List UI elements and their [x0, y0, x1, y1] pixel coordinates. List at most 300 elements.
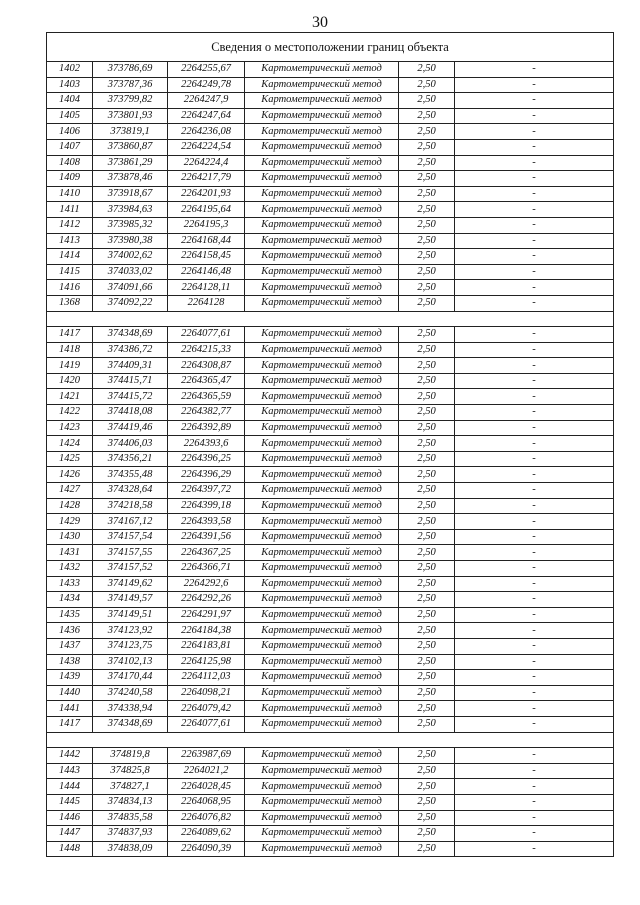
description-cell: -: [455, 748, 614, 764]
table-row: [47, 716, 614, 732]
y-coordinate-cell: 2264215,33: [168, 342, 245, 358]
method-cell: Картометрический метод: [245, 654, 399, 670]
x-coordinate-cell: 373984,63: [93, 202, 168, 218]
description-cell: -: [455, 373, 614, 389]
description-cell: -: [455, 217, 614, 233]
method-cell: Картометрический метод: [245, 249, 399, 265]
table-row: [47, 779, 614, 795]
y-coordinate-cell: 2264098,21: [168, 685, 245, 701]
x-coordinate-cell: 374091,66: [93, 280, 168, 296]
method-cell: Картометрический метод: [245, 233, 399, 249]
x-coordinate-cell: 374149,62: [93, 576, 168, 592]
accuracy-cell: 2,50: [399, 779, 455, 795]
x-coordinate-cell: 374157,54: [93, 529, 168, 545]
x-coordinate-cell: 374827,1: [93, 779, 168, 795]
y-coordinate-cell: 2264365,47: [168, 373, 245, 389]
x-coordinate-cell: 374123,75: [93, 638, 168, 654]
table-row: [47, 93, 614, 109]
point-number-cell: 1431: [47, 545, 93, 561]
method-cell: Картометрический метод: [245, 108, 399, 124]
point-number-cell: 1448: [47, 841, 93, 857]
x-coordinate-cell: 374406,03: [93, 436, 168, 452]
y-coordinate-cell: 2264090,39: [168, 841, 245, 857]
method-cell: Картометрический метод: [245, 670, 399, 686]
separator-cell: [47, 311, 614, 327]
method-cell: Картометрический метод: [245, 295, 399, 311]
y-coordinate-cell: 2264396,29: [168, 467, 245, 483]
x-coordinate-cell: 373878,46: [93, 171, 168, 187]
accuracy-cell: 2,50: [399, 654, 455, 670]
point-number-cell: 1409: [47, 171, 93, 187]
x-coordinate-cell: 374002,62: [93, 249, 168, 265]
x-coordinate-cell: 374386,72: [93, 342, 168, 358]
y-coordinate-cell: 2264391,56: [168, 529, 245, 545]
table-title-row: [47, 33, 614, 62]
accuracy-cell: 2,50: [399, 451, 455, 467]
description-cell: -: [455, 62, 614, 78]
table-row: [47, 295, 614, 311]
description-cell: -: [455, 327, 614, 343]
description-cell: -: [455, 592, 614, 608]
y-coordinate-cell: 2264077,61: [168, 716, 245, 732]
table-row: [47, 186, 614, 202]
accuracy-cell: 2,50: [399, 701, 455, 717]
description-cell: -: [455, 249, 614, 265]
description-cell: -: [455, 139, 614, 155]
table-row: [47, 467, 614, 483]
description-cell: -: [455, 498, 614, 514]
x-coordinate-cell: 374415,72: [93, 389, 168, 405]
table-row: [47, 202, 614, 218]
table-row: [47, 498, 614, 514]
point-number-cell: 1407: [47, 139, 93, 155]
y-coordinate-cell: 2264168,44: [168, 233, 245, 249]
description-cell: -: [455, 358, 614, 374]
accuracy-cell: 2,50: [399, 264, 455, 280]
y-coordinate-cell: 2264292,6: [168, 576, 245, 592]
boundary-coordinates-table: [46, 32, 614, 857]
x-coordinate-cell: 374092,22: [93, 295, 168, 311]
separator-cell: [47, 732, 614, 748]
accuracy-cell: 2,50: [399, 108, 455, 124]
description-cell: -: [455, 561, 614, 577]
accuracy-cell: 2,50: [399, 607, 455, 623]
method-cell: Картометрический метод: [245, 841, 399, 857]
y-coordinate-cell: 2264255,67: [168, 62, 245, 78]
method-cell: Картометрический метод: [245, 561, 399, 577]
method-cell: Картометрический метод: [245, 826, 399, 842]
y-coordinate-cell: 2264068,95: [168, 794, 245, 810]
accuracy-cell: 2,50: [399, 685, 455, 701]
table-row: [47, 280, 614, 296]
x-coordinate-cell: 374157,55: [93, 545, 168, 561]
point-number-cell: 1429: [47, 514, 93, 530]
description-cell: -: [455, 576, 614, 592]
y-coordinate-cell: 2264158,45: [168, 249, 245, 265]
y-coordinate-cell: 2264201,93: [168, 186, 245, 202]
point-number-cell: 1368: [47, 295, 93, 311]
method-cell: Картометрический метод: [245, 202, 399, 218]
accuracy-cell: 2,50: [399, 670, 455, 686]
table-row: [47, 826, 614, 842]
x-coordinate-cell: 373861,29: [93, 155, 168, 171]
accuracy-cell: 2,50: [399, 124, 455, 140]
table-row: [47, 810, 614, 826]
accuracy-cell: 2,50: [399, 623, 455, 639]
y-coordinate-cell: 2264183,81: [168, 638, 245, 654]
description-cell: -: [455, 280, 614, 296]
point-number-cell: 1416: [47, 280, 93, 296]
table-row: [47, 561, 614, 577]
y-coordinate-cell: 2263987,69: [168, 748, 245, 764]
point-number-cell: 1408: [47, 155, 93, 171]
description-cell: -: [455, 295, 614, 311]
table-row: [47, 62, 614, 78]
y-coordinate-cell: 2264366,71: [168, 561, 245, 577]
point-number-cell: 1424: [47, 436, 93, 452]
point-number-cell: 1414: [47, 249, 93, 265]
x-coordinate-cell: 374102,13: [93, 654, 168, 670]
description-cell: -: [455, 763, 614, 779]
description-cell: -: [455, 607, 614, 623]
point-number-cell: 1419: [47, 358, 93, 374]
method-cell: Картометрический метод: [245, 342, 399, 358]
y-coordinate-cell: 2264247,64: [168, 108, 245, 124]
method-cell: Картометрический метод: [245, 638, 399, 654]
accuracy-cell: 2,50: [399, 716, 455, 732]
y-coordinate-cell: 2264291,97: [168, 607, 245, 623]
point-number-cell: 1427: [47, 483, 93, 499]
y-coordinate-cell: 2264079,42: [168, 701, 245, 717]
description-cell: -: [455, 654, 614, 670]
accuracy-cell: 2,50: [399, 748, 455, 764]
point-number-cell: 1440: [47, 685, 93, 701]
description-cell: -: [455, 451, 614, 467]
accuracy-cell: 2,50: [399, 638, 455, 654]
y-coordinate-cell: 2264195,3: [168, 217, 245, 233]
table-row: [47, 139, 614, 155]
x-coordinate-cell: 374419,46: [93, 420, 168, 436]
accuracy-cell: 2,50: [399, 436, 455, 452]
point-number-cell: 1421: [47, 389, 93, 405]
accuracy-cell: 2,50: [399, 498, 455, 514]
x-coordinate-cell: 374348,69: [93, 716, 168, 732]
x-coordinate-cell: 374819,8: [93, 748, 168, 764]
y-coordinate-cell: 2264365,59: [168, 389, 245, 405]
y-coordinate-cell: 2264125,98: [168, 654, 245, 670]
x-coordinate-cell: 374415,71: [93, 373, 168, 389]
y-coordinate-cell: 2264367,25: [168, 545, 245, 561]
x-coordinate-cell: 374409,31: [93, 358, 168, 374]
x-coordinate-cell: 374356,21: [93, 451, 168, 467]
table-row: [47, 420, 614, 436]
y-coordinate-cell: 2264128: [168, 295, 245, 311]
accuracy-cell: 2,50: [399, 171, 455, 187]
description-cell: -: [455, 826, 614, 842]
description-cell: -: [455, 779, 614, 795]
y-coordinate-cell: 2264396,25: [168, 451, 245, 467]
point-number-cell: 1425: [47, 451, 93, 467]
table-row: [47, 373, 614, 389]
method-cell: Картометрический метод: [245, 373, 399, 389]
method-cell: Картометрический метод: [245, 467, 399, 483]
point-number-cell: 1402: [47, 62, 93, 78]
x-coordinate-cell: 374149,57: [93, 592, 168, 608]
x-coordinate-cell: 374149,51: [93, 607, 168, 623]
x-coordinate-cell: 374835,58: [93, 810, 168, 826]
description-cell: -: [455, 108, 614, 124]
method-cell: Картометрический метод: [245, 607, 399, 623]
point-number-cell: 1417: [47, 716, 93, 732]
y-coordinate-cell: 2264076,82: [168, 810, 245, 826]
x-coordinate-cell: 374170,44: [93, 670, 168, 686]
description-cell: -: [455, 483, 614, 499]
accuracy-cell: 2,50: [399, 93, 455, 109]
x-coordinate-cell: 374418,08: [93, 405, 168, 421]
accuracy-cell: 2,50: [399, 763, 455, 779]
accuracy-cell: 2,50: [399, 826, 455, 842]
table-row: [47, 483, 614, 499]
point-number-cell: 1428: [47, 498, 93, 514]
point-number-cell: 1403: [47, 77, 93, 93]
description-cell: -: [455, 841, 614, 857]
description-cell: -: [455, 514, 614, 530]
method-cell: Картометрический метод: [245, 171, 399, 187]
point-number-cell: 1422: [47, 405, 93, 421]
table-row: [47, 607, 614, 623]
point-number-cell: 1430: [47, 529, 93, 545]
accuracy-cell: 2,50: [399, 217, 455, 233]
method-cell: Картометрический метод: [245, 794, 399, 810]
method-cell: Картометрический метод: [245, 716, 399, 732]
y-coordinate-cell: 2264247,9: [168, 93, 245, 109]
x-coordinate-cell: 373860,87: [93, 139, 168, 155]
x-coordinate-cell: 374338,94: [93, 701, 168, 717]
accuracy-cell: 2,50: [399, 794, 455, 810]
method-cell: Картометрический метод: [245, 763, 399, 779]
description-cell: -: [455, 638, 614, 654]
accuracy-cell: 2,50: [399, 342, 455, 358]
y-coordinate-cell: 2264399,18: [168, 498, 245, 514]
method-cell: Картометрический метод: [245, 217, 399, 233]
method-cell: Картометрический метод: [245, 358, 399, 374]
x-coordinate-cell: 374355,48: [93, 467, 168, 483]
x-coordinate-cell: 374240,58: [93, 685, 168, 701]
description-cell: -: [455, 155, 614, 171]
accuracy-cell: 2,50: [399, 592, 455, 608]
point-number-cell: 1405: [47, 108, 93, 124]
method-cell: Картометрический метод: [245, 498, 399, 514]
x-coordinate-cell: 373801,93: [93, 108, 168, 124]
method-cell: Картометрический метод: [245, 264, 399, 280]
y-coordinate-cell: 2264128,11: [168, 280, 245, 296]
table-row: [47, 358, 614, 374]
table-row: [47, 623, 614, 639]
x-coordinate-cell: 373980,38: [93, 233, 168, 249]
point-number-cell: 1406: [47, 124, 93, 140]
x-coordinate-cell: 374157,52: [93, 561, 168, 577]
x-coordinate-cell: 374348,69: [93, 327, 168, 343]
method-cell: Картометрический метод: [245, 327, 399, 343]
description-cell: -: [455, 233, 614, 249]
point-number-cell: 1447: [47, 826, 93, 842]
description-cell: -: [455, 623, 614, 639]
x-coordinate-cell: 373819,1: [93, 124, 168, 140]
point-number-cell: 1417: [47, 327, 93, 343]
method-cell: Картометрический метод: [245, 514, 399, 530]
table-row: [47, 592, 614, 608]
table-row: [47, 342, 614, 358]
method-cell: Картометрический метод: [245, 545, 399, 561]
point-number-cell: 1443: [47, 763, 93, 779]
point-number-cell: 1434: [47, 592, 93, 608]
point-number-cell: 1446: [47, 810, 93, 826]
point-number-cell: 1437: [47, 638, 93, 654]
y-coordinate-cell: 2264397,72: [168, 483, 245, 499]
method-cell: Картометрический метод: [245, 389, 399, 405]
point-number-cell: 1418: [47, 342, 93, 358]
method-cell: Картометрический метод: [245, 405, 399, 421]
accuracy-cell: 2,50: [399, 467, 455, 483]
y-coordinate-cell: 2264217,79: [168, 171, 245, 187]
table-row: [47, 327, 614, 343]
method-cell: Картометрический метод: [245, 93, 399, 109]
accuracy-cell: 2,50: [399, 139, 455, 155]
table-row: [47, 124, 614, 140]
description-cell: -: [455, 436, 614, 452]
method-cell: Картометрический метод: [245, 62, 399, 78]
description-cell: -: [455, 794, 614, 810]
x-coordinate-cell: 373918,67: [93, 186, 168, 202]
point-number-cell: 1432: [47, 561, 93, 577]
method-cell: Картометрический метод: [245, 280, 399, 296]
description-cell: -: [455, 405, 614, 421]
table-row: [47, 794, 614, 810]
table-row: [47, 249, 614, 265]
y-coordinate-cell: 2264292,26: [168, 592, 245, 608]
y-coordinate-cell: 2264392,89: [168, 420, 245, 436]
accuracy-cell: 2,50: [399, 186, 455, 202]
x-coordinate-cell: 374123,92: [93, 623, 168, 639]
point-number-cell: 1410: [47, 186, 93, 202]
point-number-cell: 1420: [47, 373, 93, 389]
y-coordinate-cell: 2264195,64: [168, 202, 245, 218]
point-number-cell: 1433: [47, 576, 93, 592]
table-row: [47, 171, 614, 187]
table-row: [47, 529, 614, 545]
description-cell: -: [455, 670, 614, 686]
x-coordinate-cell: 374837,93: [93, 826, 168, 842]
point-number-cell: 1426: [47, 467, 93, 483]
description-cell: -: [455, 389, 614, 405]
x-coordinate-cell: 374033,02: [93, 264, 168, 280]
x-coordinate-cell: 374834,13: [93, 794, 168, 810]
description-cell: -: [455, 716, 614, 732]
x-coordinate-cell: 374838,09: [93, 841, 168, 857]
description-cell: -: [455, 342, 614, 358]
description-cell: -: [455, 77, 614, 93]
accuracy-cell: 2,50: [399, 576, 455, 592]
description-cell: -: [455, 93, 614, 109]
x-coordinate-cell: 374218,58: [93, 498, 168, 514]
accuracy-cell: 2,50: [399, 249, 455, 265]
method-cell: Картометрический метод: [245, 779, 399, 795]
table-row: [47, 436, 614, 452]
table-row: [47, 576, 614, 592]
table-row: [47, 685, 614, 701]
table-row: [47, 654, 614, 670]
y-coordinate-cell: 2264021,2: [168, 763, 245, 779]
table-row: [47, 670, 614, 686]
accuracy-cell: 2,50: [399, 545, 455, 561]
point-number-cell: 1423: [47, 420, 93, 436]
table-row: [47, 638, 614, 654]
accuracy-cell: 2,50: [399, 841, 455, 857]
table-row: [47, 763, 614, 779]
point-number-cell: 1438: [47, 654, 93, 670]
method-cell: Картометрический метод: [245, 139, 399, 155]
point-number-cell: 1445: [47, 794, 93, 810]
point-number-cell: 1411: [47, 202, 93, 218]
method-cell: Картометрический метод: [245, 483, 399, 499]
description-cell: -: [455, 467, 614, 483]
y-coordinate-cell: 2264224,54: [168, 139, 245, 155]
accuracy-cell: 2,50: [399, 327, 455, 343]
x-coordinate-cell: 374328,64: [93, 483, 168, 499]
table-row: [47, 389, 614, 405]
x-coordinate-cell: 373799,82: [93, 93, 168, 109]
table-row: [47, 701, 614, 717]
table-body: [47, 33, 614, 857]
point-number-cell: 1444: [47, 779, 93, 795]
method-cell: Картометрический метод: [245, 124, 399, 140]
y-coordinate-cell: 2264028,45: [168, 779, 245, 795]
accuracy-cell: 2,50: [399, 233, 455, 249]
method-cell: Картометрический метод: [245, 77, 399, 93]
y-coordinate-cell: 2264146,48: [168, 264, 245, 280]
accuracy-cell: 2,50: [399, 529, 455, 545]
method-cell: Картометрический метод: [245, 592, 399, 608]
description-cell: -: [455, 701, 614, 717]
point-number-cell: 1415: [47, 264, 93, 280]
point-number-cell: 1442: [47, 748, 93, 764]
accuracy-cell: 2,50: [399, 77, 455, 93]
description-cell: -: [455, 420, 614, 436]
method-cell: Картометрический метод: [245, 810, 399, 826]
table-row: [47, 264, 614, 280]
method-cell: Картометрический метод: [245, 155, 399, 171]
accuracy-cell: 2,50: [399, 155, 455, 171]
y-coordinate-cell: 2264089,62: [168, 826, 245, 842]
x-coordinate-cell: 374167,12: [93, 514, 168, 530]
y-coordinate-cell: 2264236,08: [168, 124, 245, 140]
method-cell: Картометрический метод: [245, 451, 399, 467]
method-cell: Картометрический метод: [245, 436, 399, 452]
y-coordinate-cell: 2264393,6: [168, 436, 245, 452]
point-number-cell: 1439: [47, 670, 93, 686]
y-coordinate-cell: 2264224,4: [168, 155, 245, 171]
accuracy-cell: 2,50: [399, 202, 455, 218]
y-coordinate-cell: 2264184,38: [168, 623, 245, 639]
table-row: [47, 748, 614, 764]
description-cell: -: [455, 171, 614, 187]
description-cell: -: [455, 202, 614, 218]
accuracy-cell: 2,50: [399, 295, 455, 311]
point-number-cell: 1404: [47, 93, 93, 109]
x-coordinate-cell: 373786,69: [93, 62, 168, 78]
page-number: 30: [312, 14, 328, 31]
accuracy-cell: 2,50: [399, 358, 455, 374]
